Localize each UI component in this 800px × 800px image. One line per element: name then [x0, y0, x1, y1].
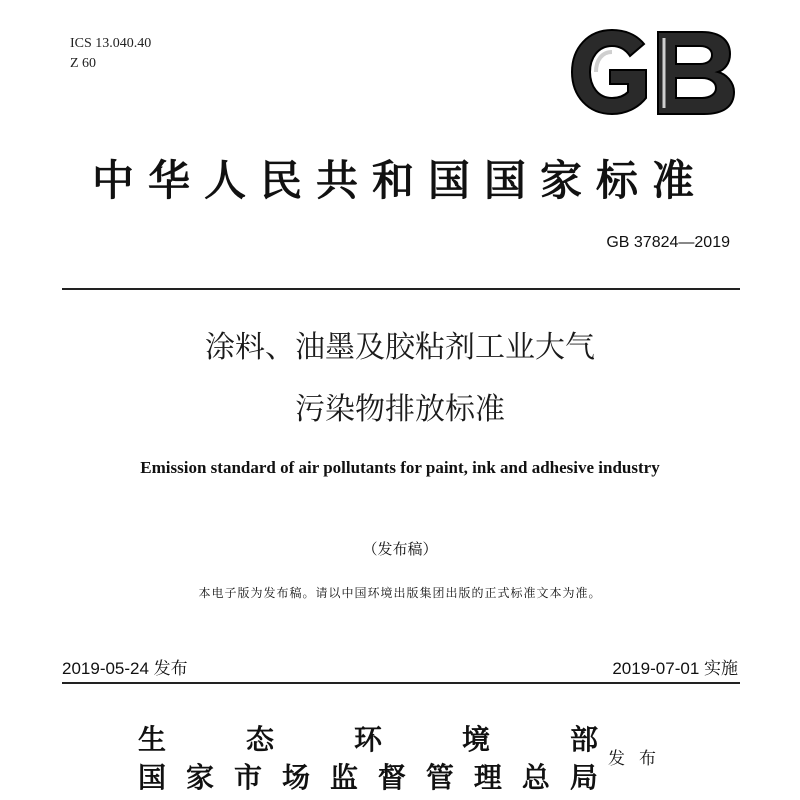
issuer-char: 督: [377, 761, 406, 794]
issuer-char: 监: [329, 761, 358, 794]
issuer-administration: [138, 756, 598, 796]
issuer-char: 部: [569, 723, 598, 756]
issuer-char: 总: [521, 761, 550, 794]
issuer-char: 局: [569, 761, 598, 794]
classification-code: Z 60: [70, 56, 97, 71]
publish-label: 发布: [608, 749, 670, 769]
issuer-char: 国: [138, 761, 167, 794]
ics-code: ICS 13.040.40: [70, 36, 152, 51]
release-date: 2019-05-24 发布: [62, 659, 188, 678]
issuer-ministry: [138, 718, 598, 758]
gb-logo: [566, 26, 738, 118]
en-title: Emission standard of air pollutants for paint, ink and adhesive industry: [140, 458, 660, 477]
issuer-char: 生: [138, 723, 167, 756]
issuer-char: 管: [425, 761, 454, 794]
issuer-char: 家: [185, 761, 214, 794]
cn-title-line-2: 污染物排放标准: [295, 392, 505, 427]
issuer-char: 态: [245, 723, 274, 756]
cn-title-line-1: 涂料、油墨及胶粘剂工业大气: [205, 330, 595, 365]
standard-number: GB 37824—2019: [606, 234, 730, 251]
draft-label: （发布稿）: [362, 540, 438, 558]
national-standard-title: 中华人民共和国国家标准: [91, 156, 708, 205]
electronic-version-notice: 本电子版为发布稿。请以中国环境出版集团出版的正式标准文本为准。: [198, 586, 602, 600]
issuer-char: 境: [461, 723, 490, 756]
gb-logo-graphic: [566, 26, 738, 118]
issuer-char: 市: [233, 761, 262, 794]
divider-top: [62, 288, 740, 290]
divider-bottom: [62, 682, 740, 684]
issuer-char: 环: [353, 723, 382, 756]
implementation-date: 2019-07-01 实施: [612, 659, 738, 678]
issuer-char: 理: [473, 761, 502, 794]
issuer-char: 场: [281, 761, 310, 794]
